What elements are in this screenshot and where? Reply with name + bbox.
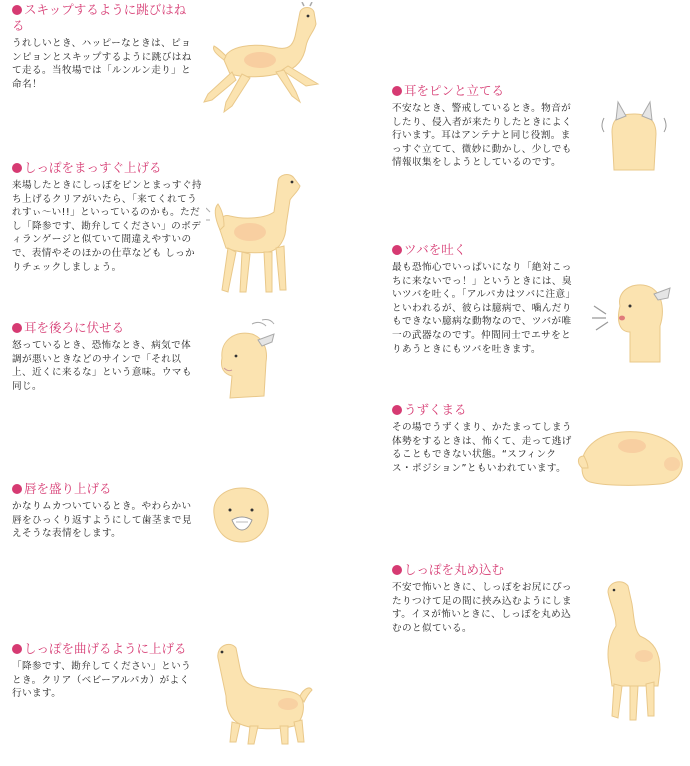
bullet-dot-icon — [12, 644, 22, 654]
bullet-dot-icon — [12, 323, 22, 333]
entry-body: 不安なとき、警戒しているとき。物音がしたり、侵入者が来たりしたときによく行います。耳はアンテナと同じ役割。まっすぐ立てて、微妙に動かし、少しでも情報収集をしようとしているのです。 — [392, 103, 572, 169]
entry-body: その場でうずくまり、かたまってしまう体勢をするときは、怖くて、走って逃げることもできない状態。“スフィンクス・ポジション”ともいわれています。 — [392, 422, 572, 474]
entry-ears-back — [12, 320, 194, 393]
bullet-dot-icon — [392, 245, 402, 255]
entry-body: 不安で怖いときに、しっぽをお尻にぴったりつけて足の間に挟み込むようにします。イヌが怖いときに、しっぽを丸め込むのと似ている。 — [392, 582, 572, 634]
entry-title: しっぽをまっすぐ上げる — [12, 160, 202, 176]
alpaca-crouching-illustration — [576, 424, 686, 490]
bullet-dot-icon — [392, 405, 402, 415]
alpaca-ears-up-illustration — [598, 98, 670, 172]
entry-body: 怒っているとき、恐怖なとき、病気で体調が悪いときなどのサインで「それ以上、近くに来るな」という意味。ウマも同じ。 — [12, 340, 192, 392]
entry-title: 耳をピンと立てる — [392, 83, 576, 99]
alpaca-spitting-illustration — [590, 276, 674, 364]
entry-body: かなりムカついているとき。やわらかい唇をひっくり返すようにして歯茎まで見えそうな表情をします。 — [12, 501, 192, 540]
entry-crouch — [392, 402, 574, 475]
bullet-dot-icon — [392, 86, 402, 96]
entry-tail-curved — [12, 641, 196, 701]
entry-body: 最も恐怖心でいっぱいになり「絶対こっちに来ないでっ！」というときには、臭いツバを吐く。「アルパカはツバに注意」といわれるが、彼らは臆病で、噛んだりもできない臆病な動物なので、ツバが唯一の武器なのです。仲間同士でエサをとりあうときにもツバを吐きます。 — [392, 262, 572, 355]
alpaca-ears-back-illustration — [212, 318, 278, 400]
alpaca-lips-up-illustration — [206, 484, 276, 546]
bullet-dot-icon — [12, 5, 22, 15]
alpaca-tail-tucked-illustration — [596, 578, 666, 724]
entry-body: 来場したときにしっぽをピンとまっすぐ持ち上げるクリアがいたら、「来てくれてうれすぃ〜い!!」といっているのかも。ただし「降参です、勘弁してください」のボディランゲージと似ていて間違えやすいので、表情やそのほかの仕草なども しっかりチェックしましょう。 — [12, 180, 202, 273]
entry-title: ツバを吐く — [392, 242, 574, 258]
alpaca-tail-up-illustration — [206, 168, 312, 300]
entry-title: スキップするように跳びはねる — [12, 2, 187, 33]
entry-title: うずくまる — [392, 402, 574, 418]
bullet-dot-icon — [12, 163, 22, 173]
alpaca-leaping-illustration — [196, 2, 330, 120]
entry-body: 「降参です、勘弁してください」というとき。クリア（ベビーアルパカ）がよく行います。 — [12, 661, 192, 700]
alpaca-tail-curved-illustration — [206, 638, 316, 748]
entry-title: 耳を後ろに伏せる — [12, 320, 194, 336]
entry-body: うれしいとき、ハッピーなときは、ピョンピョンとスキップするように跳びはねて走る。当牧場では「ルンルン走り」と命名！ — [12, 38, 192, 90]
entry-ears-up — [392, 83, 576, 170]
entry-tail-tucked — [392, 562, 572, 635]
entry-title: しっぽを曲げるように上げる — [12, 641, 196, 657]
entry-skip — [12, 2, 196, 91]
entry-lips-up — [12, 481, 198, 541]
bullet-dot-icon — [12, 484, 22, 494]
entry-title: しっぽを丸め込む — [392, 562, 572, 578]
entry-title: 唇を盛り上げる — [12, 481, 198, 497]
bullet-dot-icon — [392, 565, 402, 575]
entry-tail-straight — [12, 160, 202, 274]
entry-spit — [392, 242, 574, 356]
